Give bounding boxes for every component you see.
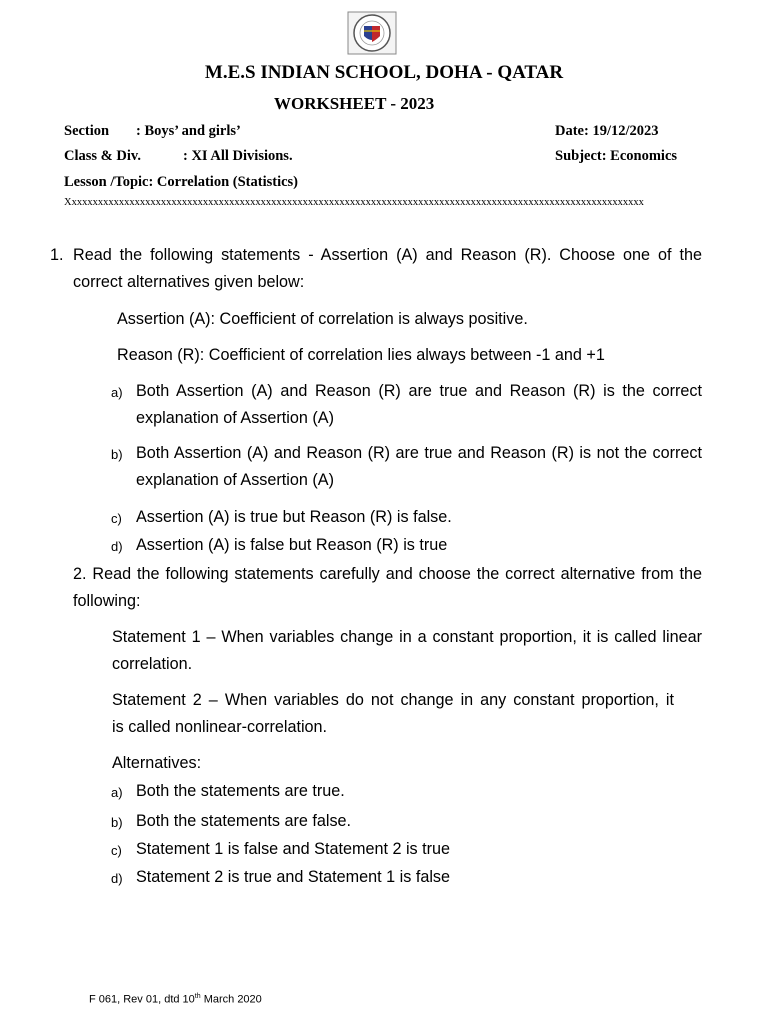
q2-option-b-letter: b) xyxy=(111,815,123,830)
footer-sup: th xyxy=(194,993,201,1000)
q2-option-c: Statement 1 is false and Statement 2 is true xyxy=(136,840,451,858)
q1-option-a-letter: a) xyxy=(111,385,123,400)
school-logo-icon xyxy=(347,11,397,55)
q2-option-b: Both the statements are false. xyxy=(136,812,352,830)
q2-option-d-letter: d) xyxy=(111,871,123,886)
q2-statement1-line1: Statement 1 – When variables change in a constant proportion, it is called linear xyxy=(112,628,702,646)
q1-option-a-line1: Both Assertion (A) and Reason (R) are true and Reason (R) is the correct xyxy=(136,382,702,400)
q1-option-a-line2: explanation of Assertion (A) xyxy=(136,409,334,427)
separator-line: Xxxxxxxxxxxxxxxxxxxxxxxxxxxxxxxxxxxxxxxxxxxxxxxxxxxxxxxxxxxxxxxxxxxxxxxxxxxxxxxxxxxxxxxxxxxxxxxxxxxxxxxxxxxxxx xyxy=(64,197,644,208)
q1-reason: Reason (R): Coefficient of correlation lies always between -1 and +1 xyxy=(117,346,605,364)
q1-option-d-letter: d) xyxy=(111,539,123,554)
q2-option-c-letter: c) xyxy=(111,843,122,858)
lesson-topic: Lesson /Topic: Correlation (Statistics) xyxy=(64,174,299,190)
school-name: M.E.S INDIAN SCHOOL, DOHA - QATAR xyxy=(204,62,564,83)
section-label: Section xyxy=(64,123,110,139)
q1-option-b-line1: Both Assertion (A) and Reason (R) are true and Reason (R) is not the correct xyxy=(136,444,702,462)
q1-option-b-letter: b) xyxy=(111,447,123,462)
q1-option-d: Assertion (A) is false but Reason (R) is true xyxy=(136,536,448,554)
q2-line1: 2. Read the following statements carefully and choose the correct alternative from the xyxy=(73,565,702,583)
q1-line1: Read the following statements - Assertion (A) and Reason (R). Choose one of the xyxy=(73,246,702,264)
worksheet-title: WORKSHEET - 2023 xyxy=(274,94,435,113)
q2-alternatives-label: Alternatives: xyxy=(112,754,202,772)
footer-prefix: F 061, Rev 01, dtd 10 xyxy=(89,993,195,1006)
q2-option-a: Both the statements are true. xyxy=(136,782,345,800)
q2-statement1-line2: correlation. xyxy=(112,655,193,673)
q2-statement2-line1: Statement 2 – When variables do not change in any constant proportion, it xyxy=(112,691,674,709)
class-value: : XI All Divisions. xyxy=(183,148,293,164)
q2-line2: following: xyxy=(73,592,141,610)
q1-number: 1. xyxy=(50,246,64,264)
q2-option-d: Statement 2 is true and Statement 1 is false xyxy=(136,868,451,886)
date: Date: 19/12/2023 xyxy=(555,123,659,139)
q1-line2: correct alternatives given below: xyxy=(73,273,305,291)
subject: Subject: Economics xyxy=(555,148,678,164)
footer-suffix: March 2020 xyxy=(200,993,262,1006)
q1-option-c-letter: c) xyxy=(111,511,122,526)
section-value: : Boys’ and girls’ xyxy=(136,123,241,139)
q1-assertion: Assertion (A): Coefficient of correlation is always positive. xyxy=(117,310,528,328)
q2-statement2-line2: is called nonlinear-correlation. xyxy=(112,718,328,736)
q1-option-c: Assertion (A) is true but Reason (R) is false. xyxy=(136,508,452,526)
q2-option-a-letter: a) xyxy=(111,785,123,800)
form-footer xyxy=(89,993,262,1006)
class-label: Class & Div. xyxy=(64,148,141,164)
q1-option-b-line2: explanation of Assertion (A) xyxy=(136,471,334,489)
